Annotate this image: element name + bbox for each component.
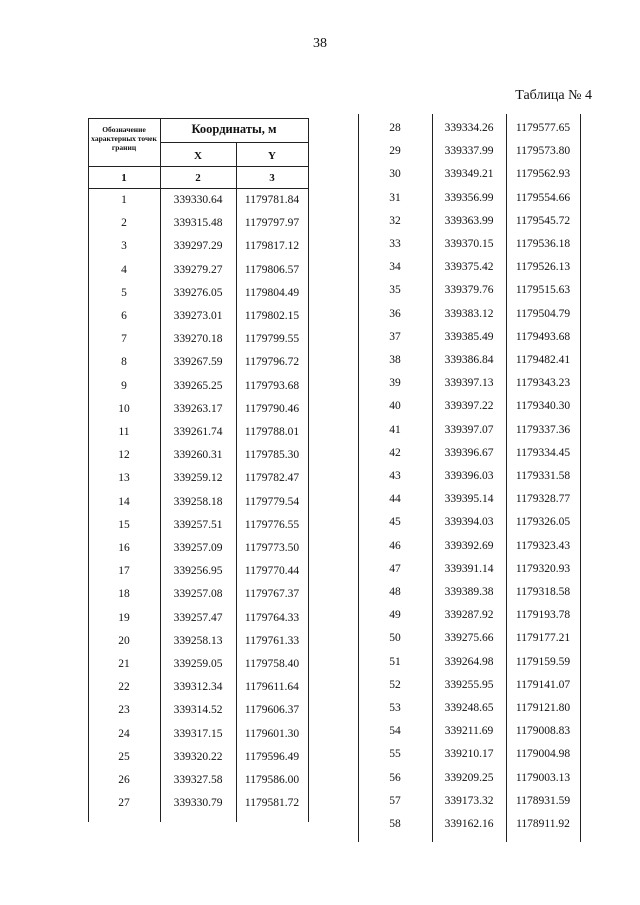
y-coordinate-cell: 1179782.47: [244, 472, 300, 485]
x-coordinate-cell: 339330.64: [173, 194, 223, 206]
point-number-cell: 51: [389, 655, 401, 668]
point-number-cell: 41: [389, 423, 401, 436]
point-number-cell: 7: [121, 333, 127, 346]
point-number-cell: 33: [389, 238, 401, 250]
table-caption: Таблица № 4: [515, 88, 592, 103]
y-coordinate-cell: 1179817.12: [244, 240, 300, 253]
y-coordinate-cell: 1179320.93: [515, 562, 571, 575]
y-coordinate-cell: 1179318.58: [515, 586, 571, 598]
x-coordinate-cell: 339397.13: [444, 377, 494, 390]
y-coordinate-cell: 1179193.78: [515, 609, 571, 622]
x-coordinate-cell: 339356.99: [444, 191, 494, 204]
y-coordinate-cell: 1179773.50: [244, 542, 300, 554]
point-number-cell: 36: [389, 307, 401, 320]
x-coordinate-cell: 339397.07: [444, 423, 494, 436]
header-col-divider-2: [236, 142, 237, 188]
x-coordinate-cell: 339314.52: [173, 704, 223, 717]
y-coordinate-cell: 1179159.59: [515, 655, 571, 668]
y-coordinate-cell: 1178911.92: [516, 818, 570, 830]
x-coordinate-cell: 339275.66: [444, 632, 494, 645]
point-number-cell: 43: [389, 470, 401, 482]
y-coordinate-cell: 1179793.68: [244, 379, 300, 392]
y-coordinate-cell: 1179596.49: [244, 750, 300, 763]
header-frame-right: [308, 118, 309, 188]
point-number-cell: 40: [389, 400, 401, 413]
y-coordinate-cell: 1179581.72: [244, 797, 300, 810]
x-coordinate-cell: 339255.95: [444, 678, 494, 691]
y-coordinate-cell: 1179331.58: [515, 470, 571, 482]
header-coordinates: Координаты, м: [191, 122, 277, 136]
point-number-cell: 45: [389, 516, 401, 529]
column-rule: [358, 114, 359, 842]
x-coordinate-cell: 339265.25: [173, 379, 223, 392]
point-number-cell: 2: [121, 217, 127, 230]
point-number-cell: 14: [118, 495, 130, 508]
x-coordinate-cell: 339320.22: [173, 750, 223, 763]
point-number-cell: 53: [389, 702, 401, 714]
y-coordinate-cell: 1178931.59: [515, 794, 571, 807]
x-coordinate-cell: 339264.98: [444, 655, 494, 668]
header-point-designation: Обозначение характерных точек границ: [91, 125, 157, 152]
x-coordinate-cell: 339379.76: [444, 284, 494, 297]
x-coordinate-cell: 339389.38: [444, 586, 494, 598]
x-coordinate-cell: 339279.27: [173, 263, 223, 276]
point-number-cell: 57: [389, 794, 401, 807]
y-coordinate-cell: 1179806.57: [244, 263, 300, 276]
column-rule: [160, 188, 161, 822]
point-number-cell: 12: [118, 449, 130, 462]
x-coordinate-cell: 339257.51: [173, 518, 223, 531]
x-coordinate-cell: 339257.47: [173, 611, 223, 624]
point-number-cell: 9: [121, 379, 127, 392]
point-number-cell: 1: [121, 194, 127, 206]
point-number-cell: 32: [389, 214, 401, 227]
point-number-cell: 5: [121, 286, 127, 299]
y-coordinate-cell: 1179761.33: [244, 634, 300, 647]
y-coordinate-cell: 1179601.30: [244, 727, 300, 740]
y-coordinate-cell: 1179493.68: [515, 330, 571, 343]
y-coordinate-cell: 1179770.44: [244, 565, 300, 578]
x-coordinate-cell: 339334.26: [444, 122, 494, 134]
y-coordinate-cell: 1179586.00: [244, 774, 300, 786]
point-number-cell: 46: [389, 539, 401, 552]
point-number-cell: 42: [389, 446, 401, 459]
x-coordinate-cell: 339276.05: [173, 286, 223, 299]
y-coordinate-cell: 1179003.13: [515, 771, 571, 784]
y-coordinate-cell: 1179334.45: [515, 446, 571, 459]
y-coordinate-cell: 1179802.15: [244, 310, 300, 322]
point-number-cell: 6: [121, 310, 127, 322]
y-coordinate-cell: 1179004.98: [515, 748, 571, 761]
x-coordinate-cell: 339257.08: [173, 588, 223, 601]
x-coordinate-cell: 339312.34: [173, 681, 223, 694]
x-coordinate-cell: 339385.49: [444, 330, 494, 343]
header-col-1: 1: [121, 172, 127, 184]
point-number-cell: 37: [389, 330, 401, 343]
x-coordinate-cell: 339261.74: [173, 426, 223, 438]
header-bottom-divider: [88, 188, 308, 189]
y-coordinate-cell: 1179758.40: [244, 658, 300, 670]
point-number-cell: 50: [389, 632, 401, 645]
point-number-cell: 22: [118, 681, 130, 694]
y-coordinate-cell: 1179177.21: [515, 632, 571, 645]
point-number-cell: 26: [118, 774, 130, 786]
y-coordinate-cell: 1179788.01: [244, 426, 300, 438]
point-number-cell: 10: [118, 402, 130, 415]
y-coordinate-cell: 1179008.83: [515, 725, 571, 738]
x-coordinate-cell: 339363.99: [444, 214, 494, 227]
page-number: 38: [313, 36, 327, 51]
x-coordinate-cell: 339257.09: [173, 542, 223, 554]
point-number-cell: 55: [389, 748, 401, 761]
x-coordinate-cell: 339395.14: [444, 493, 494, 506]
y-coordinate-cell: 1179577.65: [515, 122, 571, 134]
y-coordinate-cell: 1179764.33: [244, 611, 300, 624]
x-coordinate-cell: 339375.42: [444, 261, 494, 274]
x-coordinate-cell: 339211.69: [444, 725, 494, 738]
y-coordinate-cell: 1179611.64: [245, 681, 299, 694]
y-coordinate-cell: 1179340.30: [515, 400, 571, 413]
y-coordinate-cell: 1179797.97: [244, 217, 300, 230]
x-coordinate-cell: 339259.05: [173, 658, 223, 670]
y-coordinate-cell: 1179545.72: [515, 214, 571, 227]
y-coordinate-cell: 1179796.72: [244, 356, 300, 369]
x-coordinate-cell: 339349.21: [444, 168, 494, 181]
y-coordinate-cell: 1179326.05: [515, 516, 571, 529]
y-coordinate-cell: 1179781.84: [244, 194, 300, 206]
column-rule: [506, 114, 507, 842]
y-coordinate-cell: 1179121.80: [515, 702, 571, 714]
x-coordinate-cell: 339270.18: [173, 333, 223, 346]
point-number-cell: 4: [121, 263, 127, 276]
y-coordinate-cell: 1179554.66: [515, 191, 571, 204]
x-coordinate-cell: 339287.92: [444, 609, 494, 622]
column-rule: [432, 114, 433, 842]
point-number-cell: 28: [389, 122, 401, 134]
x-coordinate-cell: 339297.29: [173, 240, 223, 253]
point-number-cell: 30: [389, 168, 401, 181]
point-number-cell: 21: [118, 658, 130, 670]
point-number-cell: 34: [389, 261, 401, 274]
point-number-cell: 18: [118, 588, 130, 601]
point-number-cell: 31: [389, 191, 401, 204]
x-coordinate-cell: 339267.59: [173, 356, 223, 369]
point-number-cell: 11: [118, 426, 130, 438]
header-frame-top: [88, 118, 308, 119]
header-col-3: 3: [269, 172, 275, 184]
point-number-cell: 52: [389, 678, 401, 691]
y-coordinate-cell: 1179337.36: [515, 423, 571, 436]
column-rule: [236, 188, 237, 822]
x-coordinate-cell: 339337.99: [444, 145, 494, 158]
y-coordinate-cell: 1179573.80: [515, 145, 571, 158]
header-frame-left: [88, 118, 89, 188]
y-coordinate-cell: 1179343.23: [515, 377, 571, 390]
x-coordinate-cell: 339209.25: [444, 771, 494, 784]
x-coordinate-cell: 339162.16: [444, 818, 494, 830]
header-col-divider-1: [160, 118, 161, 188]
point-number-cell: 47: [389, 562, 401, 575]
y-coordinate-cell: 1179141.07: [515, 678, 571, 691]
x-coordinate-cell: 339391.14: [444, 562, 494, 575]
y-coordinate-cell: 1179799.55: [244, 333, 300, 346]
header-y: Y: [268, 150, 276, 162]
y-coordinate-cell: 1179767.37: [244, 588, 300, 601]
point-number-cell: 19: [118, 611, 130, 624]
point-number-cell: 15: [118, 518, 130, 531]
x-coordinate-cell: 339259.12: [173, 472, 223, 485]
point-number-cell: 16: [118, 542, 130, 554]
x-coordinate-cell: 339317.15: [173, 727, 223, 740]
point-number-cell: 25: [118, 750, 130, 763]
x-coordinate-cell: 339397.22: [444, 400, 494, 413]
y-coordinate-cell: 1179779.54: [244, 495, 300, 508]
y-coordinate-cell: 1179323.43: [515, 539, 571, 552]
x-coordinate-cell: 339327.58: [173, 774, 223, 786]
point-number-cell: 13: [118, 472, 130, 485]
header-x: X: [194, 150, 202, 162]
y-coordinate-cell: 1179606.37: [244, 704, 300, 717]
point-number-cell: 29: [389, 145, 401, 158]
y-coordinate-cell: 1179562.93: [515, 168, 571, 181]
point-number-cell: 3: [121, 240, 127, 253]
x-coordinate-cell: 339273.01: [173, 310, 223, 322]
x-coordinate-cell: 339315.48: [173, 217, 223, 230]
x-coordinate-cell: 339383.12: [444, 307, 494, 320]
y-coordinate-cell: 1179328.77: [515, 493, 571, 506]
point-number-cell: 8: [121, 356, 127, 369]
x-coordinate-cell: 339330.79: [173, 797, 223, 810]
y-coordinate-cell: 1179790.46: [244, 402, 300, 415]
x-coordinate-cell: 339260.31: [173, 449, 223, 462]
header-xy-divider: [88, 166, 308, 167]
column-rule: [580, 114, 581, 842]
x-coordinate-cell: 339173.32: [444, 794, 494, 807]
point-number-cell: 23: [118, 704, 130, 717]
y-coordinate-cell: 1179536.18: [515, 238, 571, 250]
point-number-cell: 48: [389, 586, 401, 598]
point-number-cell: 17: [118, 565, 130, 578]
x-coordinate-cell: 339392.69: [444, 539, 494, 552]
y-coordinate-cell: 1179504.79: [515, 307, 571, 320]
column-rule: [308, 188, 309, 822]
point-number-cell: 56: [389, 771, 401, 784]
x-coordinate-cell: 339248.65: [444, 702, 494, 714]
y-coordinate-cell: 1179515.63: [515, 284, 571, 297]
point-number-cell: 39: [389, 377, 401, 390]
point-number-cell: 49: [389, 609, 401, 622]
header-coords-divider: [160, 142, 308, 143]
point-number-cell: 20: [118, 634, 130, 647]
x-coordinate-cell: 339396.03: [444, 470, 494, 482]
y-coordinate-cell: 1179776.55: [244, 518, 300, 531]
point-number-cell: 44: [389, 493, 401, 506]
point-number-cell: 27: [118, 797, 130, 810]
column-rule: [88, 188, 89, 822]
point-number-cell: 38: [389, 354, 401, 366]
x-coordinate-cell: 339258.18: [173, 495, 223, 508]
point-number-cell: 35: [389, 284, 401, 297]
x-coordinate-cell: 339210.17: [444, 748, 494, 761]
x-coordinate-cell: 339386.84: [444, 354, 494, 366]
x-coordinate-cell: 339370.15: [444, 238, 494, 250]
x-coordinate-cell: 339263.17: [173, 402, 223, 415]
point-number-cell: 54: [389, 725, 401, 738]
y-coordinate-cell: 1179482.41: [515, 354, 571, 366]
x-coordinate-cell: 339256.95: [173, 565, 223, 578]
x-coordinate-cell: 339396.67: [444, 446, 494, 459]
header-col-2: 2: [195, 172, 201, 184]
x-coordinate-cell: 339258.13: [173, 634, 223, 647]
point-number-cell: 58: [389, 818, 401, 830]
point-number-cell: 24: [118, 727, 130, 740]
x-coordinate-cell: 339394.03: [444, 516, 494, 529]
y-coordinate-cell: 1179804.49: [244, 286, 300, 299]
y-coordinate-cell: 1179785.30: [244, 449, 300, 462]
y-coordinate-cell: 1179526.13: [515, 261, 571, 274]
